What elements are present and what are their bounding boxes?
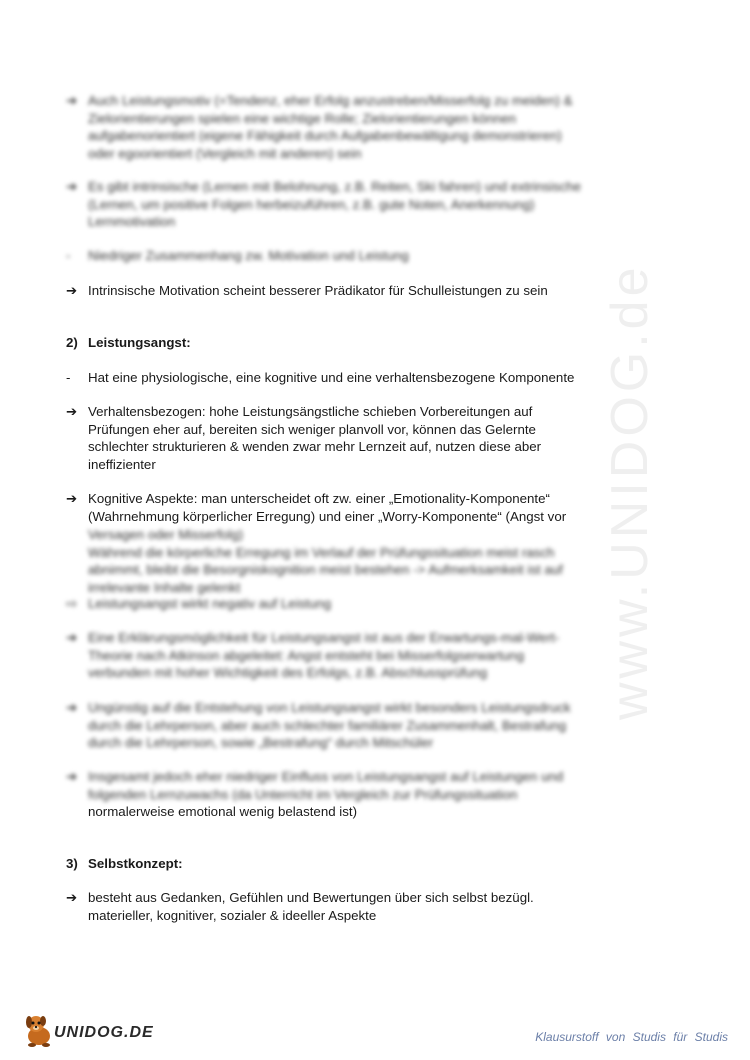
paragraph-line: durch die Lehrperson, aber auch schlechter familiärer Zusammenhalt, Bestrafung xyxy=(88,717,567,733)
paragraph-line: schlechter strukturieren & wenden zwar mehr Lernzeit auf, nutzen diese aber xyxy=(88,439,542,455)
paragraph-line: Auch Leistungsmotiv (=Tendenz, eher Erfolg anzustreben/Misserfolg zu meiden) & xyxy=(88,93,573,108)
paragraph-line: abnimmt, bleibt die Besorgniskognition meist bestehen -> Aufmerksamkeit ist auf xyxy=(88,562,563,578)
section-number: 2) xyxy=(66,335,78,350)
paragraph-line: Theorie nach Atkinson abgeleitet: Angst entsteht bei Misserfolgserwartung xyxy=(88,647,525,663)
dash-marker: - xyxy=(66,370,71,385)
paragraph-line: folgenden Lernzuwachs (da Unterricht im Vergleich zur Prüfungssituation xyxy=(88,786,518,802)
paragraph-line: Hat eine physiologische, eine kognitive und eine verhaltensbezogene Komponente xyxy=(88,370,575,385)
section-title: Leistungsangst: xyxy=(88,335,191,350)
arrow-icon: ➔ xyxy=(66,700,78,715)
arrow-icon: ➔ xyxy=(66,769,78,784)
section-number: 3) xyxy=(66,856,78,871)
paragraph-line: Prüfungen eher auf, bereiten sich weniger planvoll vor, können das Gelernte xyxy=(88,421,536,437)
section-title: Selbstkonzept: xyxy=(88,856,183,871)
arrow-icon: ➔ xyxy=(66,630,78,645)
arrow-icon: ➔ xyxy=(66,179,78,194)
paragraph-line: Leistungsangst wirkt negativ auf Leistung xyxy=(88,596,332,611)
paragraph-line: Versagen oder Misserfolg) xyxy=(88,527,244,542)
paragraph-line: materieller, kognitiver, sozialer & ideeller Aspekte xyxy=(88,907,377,923)
paragraph-line: aufgabenorientiert (eigene Fähigkeit durch Aufgabenbewältigung demonstrieren) xyxy=(88,128,562,144)
paragraph-line: ineffizienter xyxy=(88,456,156,472)
paragraph-line: Intrinsische Motivation scheint besserer Prädikator für Schulleistungen zu sein xyxy=(88,283,548,298)
paragraph-line: verbunden mit hoher Wichtigkeit des Erfolgs, z.B. Abschlussprüfung xyxy=(88,665,488,681)
paragraph-line: Ungünstig auf die Entstehung von Leistungsangst wirkt besonders Leistungsdruck xyxy=(88,700,571,715)
paragraph-line: Insgesamt jedoch eher niedriger Einfluss von Leistungsangst auf Leistungen und xyxy=(88,769,564,784)
watermark: www.UNIDOG.de xyxy=(601,263,659,720)
arrow-icon: ➔ xyxy=(66,93,78,108)
paragraph-line: (Lernen, um positive Folgen herbeizuführen, z.B. gute Noten, Anerkennung) xyxy=(88,196,535,212)
arrow-icon: ➔ xyxy=(66,404,78,419)
arrow-icon: ➔ xyxy=(66,283,78,298)
paragraph-line: Eine Erklärungsmöglichkeit für Leistungsangst ist aus der Erwartungs-mal-Wert- xyxy=(88,630,560,645)
dash-marker: - xyxy=(66,248,71,263)
paragraph-line: Kognitive Aspekte: man unterscheidet oft zw. einer „Emotionality-Komponente“ xyxy=(88,491,550,506)
hollow-arrow-icon: ⇨ xyxy=(66,596,78,611)
paragraph-line: besteht aus Gedanken, Gefühlen und Bewertungen über sich selbst bezügl. xyxy=(88,890,534,905)
paragraph-line: durch die Lehrperson, sowie „Bestrafung“ durch Mitschüler xyxy=(88,735,434,751)
paragraph-line: irrelevante Inhalte gelenkt xyxy=(88,579,241,595)
unidog-logo xyxy=(22,1010,172,1050)
paragraph-line: Niedriger Zusammenhang zw. Motivation und Leistung xyxy=(88,248,409,263)
paragraph-line: oder egoorientiert (Vergleich mit anderen) sein xyxy=(88,145,362,161)
paragraph-line: Während die körperliche Erregung im Verlauf der Prüfungssituation meist rasch xyxy=(88,544,555,560)
dog-icon xyxy=(22,1012,56,1048)
paragraph-line: Verhaltensbezogen: hohe Leistungsängstliche schieben Vorbereitungen auf xyxy=(88,404,533,419)
paragraph-line: Es gibt intrinsische (Lernen mit Belohnung, z.B. Reiten, Ski fahren) und extrinsische xyxy=(88,179,581,194)
paragraph-line: (Wahrnehmung körperlicher Erregung) und einer „Worry-Komponente“ (Angst vor xyxy=(88,508,567,524)
arrow-icon: ➔ xyxy=(66,890,78,905)
paragraph-line: Zielorientierungen spielen eine wichtige Rolle; Zielorientierungen können xyxy=(88,110,516,126)
brand-name: UNIDOG.DE xyxy=(54,1024,154,1041)
paragraph-line: normalerweise emotional wenig belastend ist) xyxy=(88,804,358,819)
paragraph-line: Lernmotivation xyxy=(88,214,176,230)
footer-tagline: Klausurstoff von Studis für Studis xyxy=(535,1030,728,1044)
arrow-icon: ➔ xyxy=(66,491,78,506)
